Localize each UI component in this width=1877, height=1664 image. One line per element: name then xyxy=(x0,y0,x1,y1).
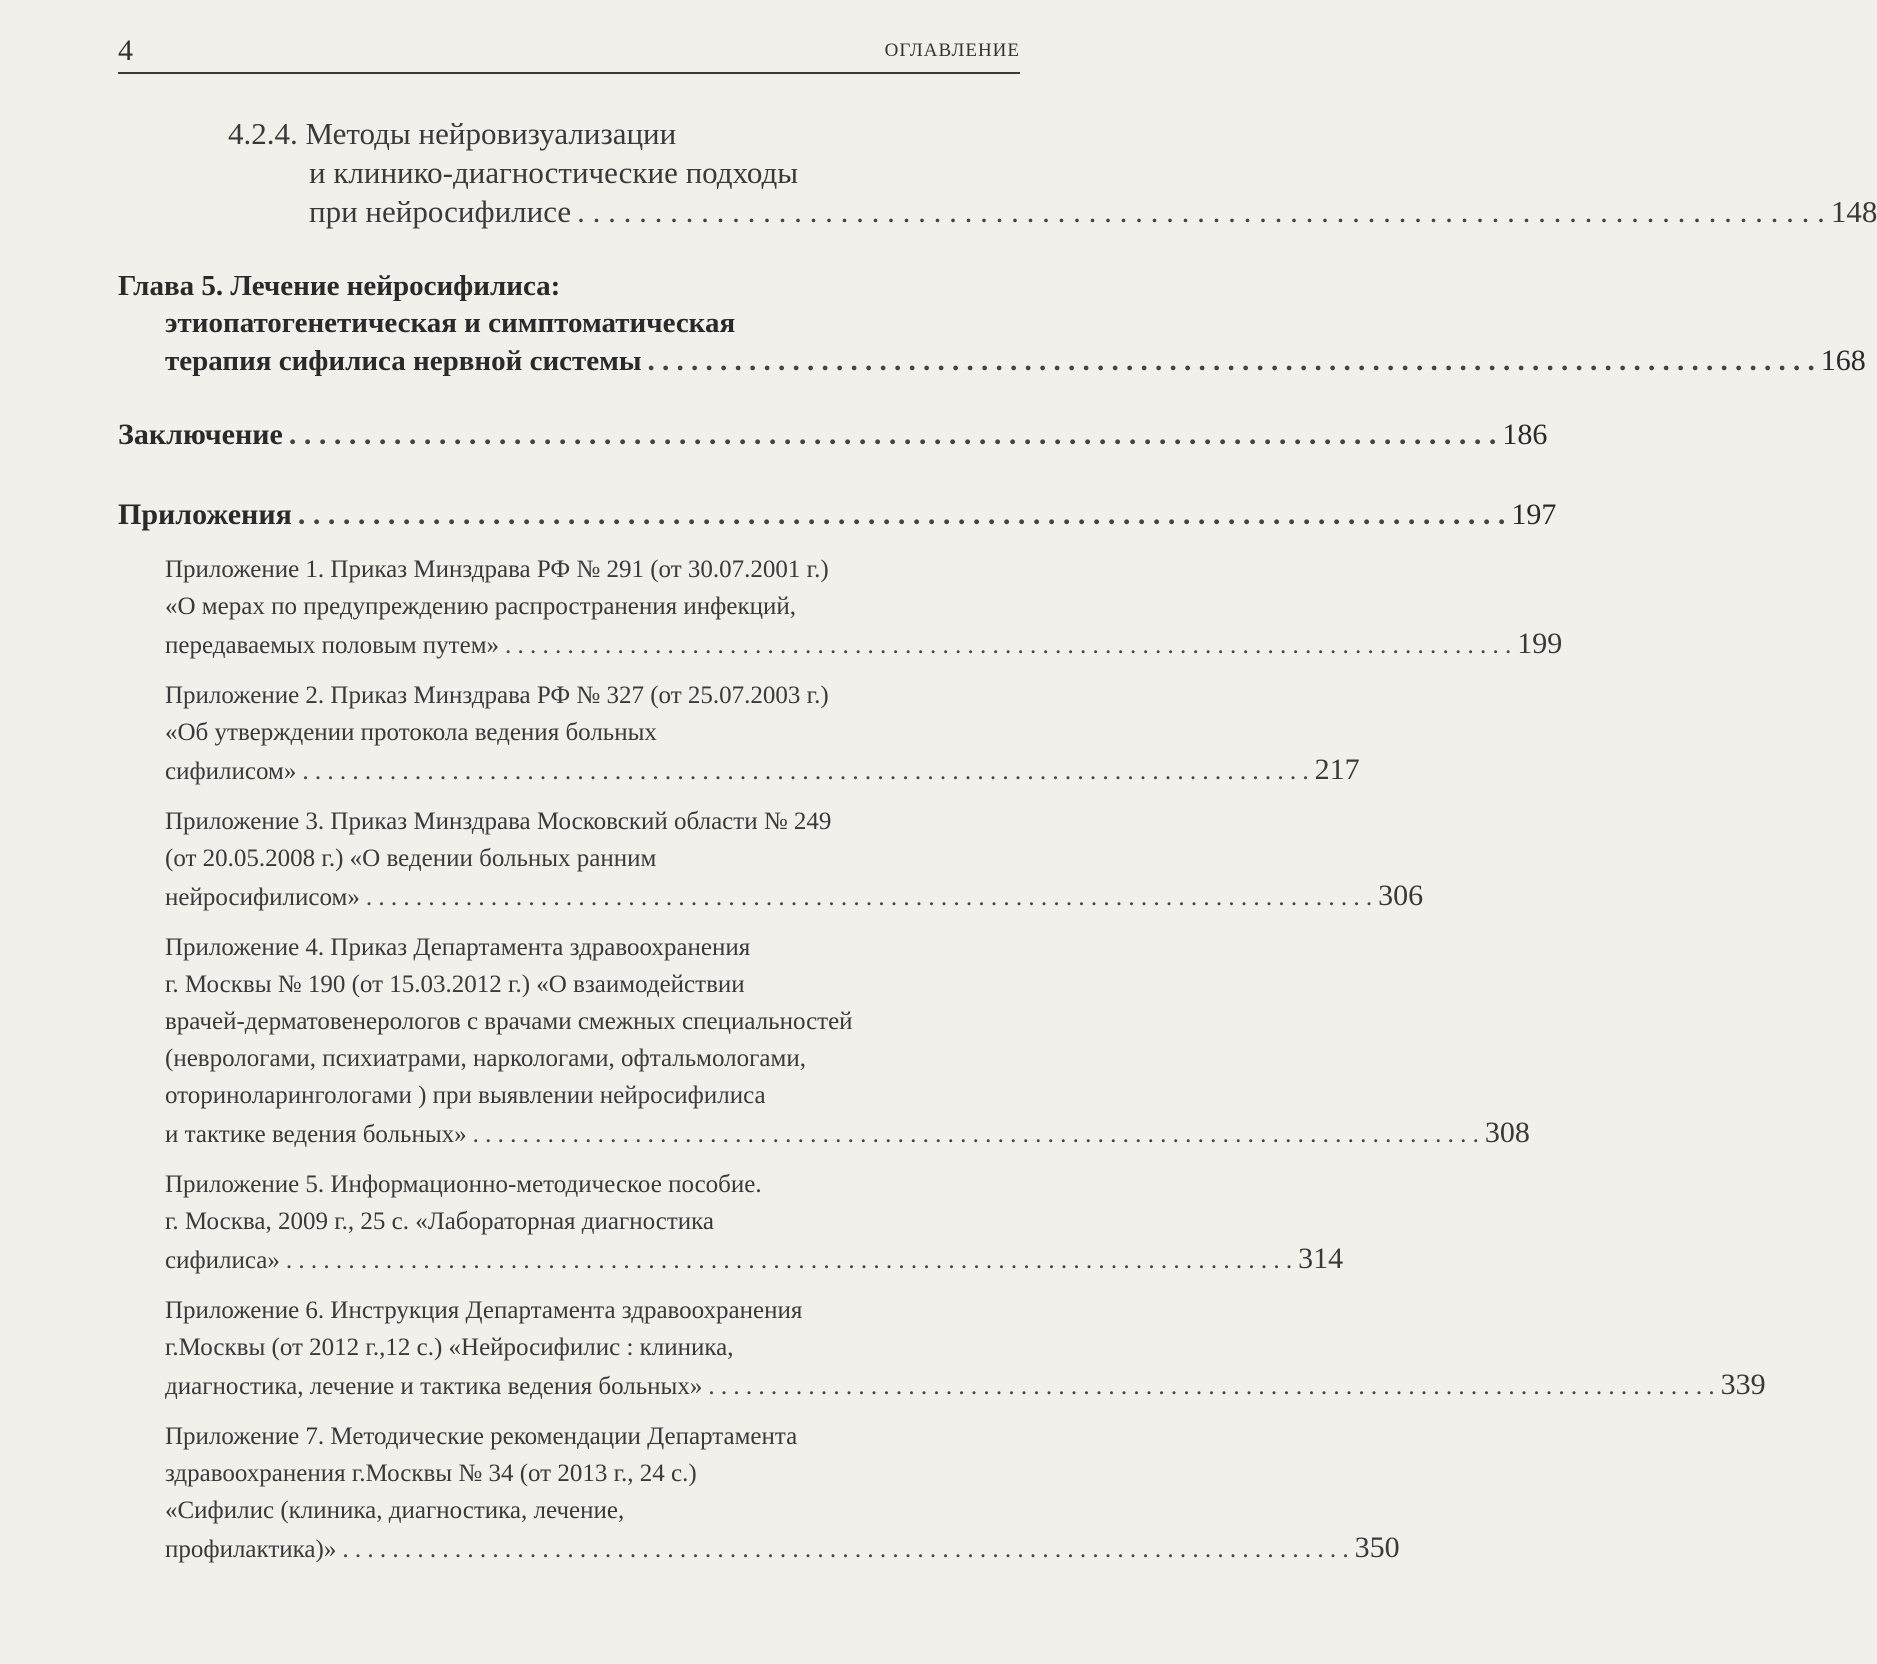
toc-line: 4.2.4. Методы нейровизуализации xyxy=(228,116,677,151)
toc-line: сифилиса» xyxy=(165,1247,280,1274)
toc-page-number: 186 xyxy=(1502,418,1548,451)
toc-line: г. Москвы № 190 (от 15.03.2012 г.) «О взаимодействии xyxy=(165,971,745,998)
toc-page-number: 350 xyxy=(1354,1531,1400,1564)
toc-line: при нейросифилисе xyxy=(309,194,572,229)
toc-line: нейросифилисом» xyxy=(165,884,360,911)
toc-page-number: 314 xyxy=(1298,1242,1344,1275)
toc-page-number: 199 xyxy=(1517,627,1563,660)
dot-leader: . . . . . . . . . . . . . . . . . . . . . . . . . . . . . . . . . . . . . . . . . . . . . . . . . . . . . . . . . . . . . . . . . . . . . . . . . . . . . . . . . xyxy=(708,1373,1715,1400)
toc-line: Заключение xyxy=(118,418,283,451)
toc-line-last xyxy=(165,753,1360,787)
toc-line: передаваемых половым путем» xyxy=(165,632,500,659)
toc-line-last xyxy=(118,498,1557,532)
toc-line: и тактике ведения больных» xyxy=(165,1121,467,1148)
toc-line: оториноларингологами ) при выявлении нейросифилиса xyxy=(165,1082,766,1109)
toc-line: диагностика, лечение и тактика ведения больных» xyxy=(165,1373,703,1400)
dot-leader: . . . . . . . . . . . . . . . . . . . . . . . . . . . . . . . . . . . . . . . . . . . . . . . . . . . . . . . . . . . . . . . . . . . . . . . . . . . . . . . . . xyxy=(505,632,1512,659)
toc-page-number: 168 xyxy=(1820,344,1866,377)
dot-leader: . . . . . . . . . . . . . . . . . . . . . . . . . . . . . . . . . . . . . . . . . . . . . . . . . . . . . . . . . . . . . . . . . . . . . . . . . . . . . . . . . xyxy=(285,1247,1293,1274)
toc-line: Приложение 5. Информационно-методическое пособие. xyxy=(165,1171,762,1198)
toc-line: здравоохранения г.Москвы № 34 (от 2013 г., 24 с.) xyxy=(165,1460,697,1487)
toc-line: Приложение 7. Методические рекомендации Департамента xyxy=(165,1423,798,1450)
toc-line: г.Москвы (от 2012 г.,12 с.) «Нейросифилис : клиника, xyxy=(165,1334,734,1361)
toc-line: и клинико-диагностические подходы xyxy=(309,155,799,190)
dot-leader: . . . . . . . . . . . . . . . . . . . . . . . . . . . . . . . . . . . . . . . . . . . . . . . . . . . . . . . . . . . . . . . . . . . . . . . . . . . . . . . . . xyxy=(297,498,1506,531)
toc-line: (неврологами, психиатрами, наркологами, офтальмологами, xyxy=(165,1045,806,1072)
dot-leader: . . . . . . . . . . . . . . . . . . . . . . . . . . . . . . . . . . . . . . . . . . . . . . . . . . . . . . . . . . . . . . . . . . . . . . . . . . . . . . . . . xyxy=(302,758,1309,785)
toc-line-last xyxy=(165,1368,1766,1402)
toc-line: «О мерах по предупреждению распространения инфекций, xyxy=(165,593,796,620)
dot-leader: . . . . . . . . . . . . . . . . . . . . . . . . . . . . . . . . . . . . . . . . . . . . . . . . . . . . . . . . . . . . . . . . . . . . . . . . . . . . . . . . . xyxy=(647,345,1815,377)
toc-line-last xyxy=(165,344,1866,378)
page-number: 4 xyxy=(118,34,133,67)
toc-page-number: 148 xyxy=(1830,194,1877,229)
dot-leader: . . . . . . . . . . . . . . . . . . . . . . . . . . . . . . . . . . . . . . . . . . . . . . . . . . . . . . . . . . . . . . . . . . . . . . . . . . . . . . . . . xyxy=(288,418,1497,451)
toc-page-number: 217 xyxy=(1314,753,1360,786)
toc-line: Приложение 6. Инструкция Департамента здравоохранения xyxy=(165,1297,803,1324)
toc-line-last xyxy=(165,1531,1400,1565)
toc-line: этиопатогенетическая и симптоматическая xyxy=(165,307,736,339)
dot-leader: . . . . . . . . . . . . . . . . . . . . . . . . . . . . . . . . . . . . . . . . . . . . . . . . . . . . . . . . . . . . . . . . . . . . . . . . . . . . . . . . . xyxy=(472,1121,1479,1148)
dot-leader: . . . . . . . . . . . . . . . . . . . . . . . . . . . . . . . . . . . . . . . . . . . . . . . . . . . . . . . . . . . . . . . . . . . . . . . . . . . . . . . . . xyxy=(342,1536,1349,1563)
toc-line-last xyxy=(165,627,1563,661)
toc-page-number: 339 xyxy=(1720,1368,1766,1401)
dot-leader: . . . . . . . . . . . . . . . . . . . . . . . . . . . . . . . . . . . . . . . . . . . . . . . . . . . . . . . . . . . . . . . . . . . . . . . . . . . . . . . . . xyxy=(365,884,1373,911)
toc-line: Приложение 4. Приказ Департамента здравоохранения xyxy=(165,934,751,961)
toc-line-last xyxy=(309,194,1877,230)
running-title: ОГЛАВЛЕНИЕ xyxy=(884,40,1020,61)
running-header xyxy=(118,28,1020,74)
toc-page-number: 197 xyxy=(1511,498,1557,531)
toc-line: Приложение 1. Приказ Минздрава РФ № 291 (от 30.07.2001 г.) xyxy=(165,556,829,583)
toc-page-number: 306 xyxy=(1378,879,1424,912)
toc-line: «Сифилис (клиника, диагностика, лечение, xyxy=(165,1497,625,1524)
toc-line: (от 20.05.2008 г.) «О ведении больных ранним xyxy=(165,845,657,872)
dot-leader: . . . . . . . . . . . . . . . . . . . . . . . . . . . . . . . . . . . . . . . . . . . . . . . . . . . . . . . . . . . . . . . . . . . . . . . . . . . . . . . . . xyxy=(577,194,1825,229)
toc-line: г. Москва, 2009 г., 25 с. «Лабораторная диагностика xyxy=(165,1208,715,1235)
toc-line: «Об утверждении протокола ведения больных xyxy=(165,719,657,746)
toc-line: сифилисом» xyxy=(165,758,297,785)
toc-line: Глава 5. Лечение нейросифилиса: xyxy=(118,270,561,302)
toc-line: терапия сифилиса нервной системы xyxy=(165,345,642,377)
toc-line: профилактика)» xyxy=(165,1536,337,1563)
toc-line-last xyxy=(165,1116,1530,1150)
toc-line-last xyxy=(118,418,1548,452)
toc-page-number: 308 xyxy=(1484,1116,1530,1149)
toc-line: Приложение 3. Приказ Минздрава Московский области № 249 xyxy=(165,808,832,835)
toc-line: Приложение 2. Приказ Минздрава РФ № 327 (от 25.07.2003 г.) xyxy=(165,682,829,709)
toc-line: врачей-дерматовенерологов с врачами смежных специальностей xyxy=(165,1008,853,1035)
toc-line-last xyxy=(165,1242,1344,1276)
toc-line: Приложения xyxy=(118,498,292,531)
toc-line-last xyxy=(165,879,1424,913)
